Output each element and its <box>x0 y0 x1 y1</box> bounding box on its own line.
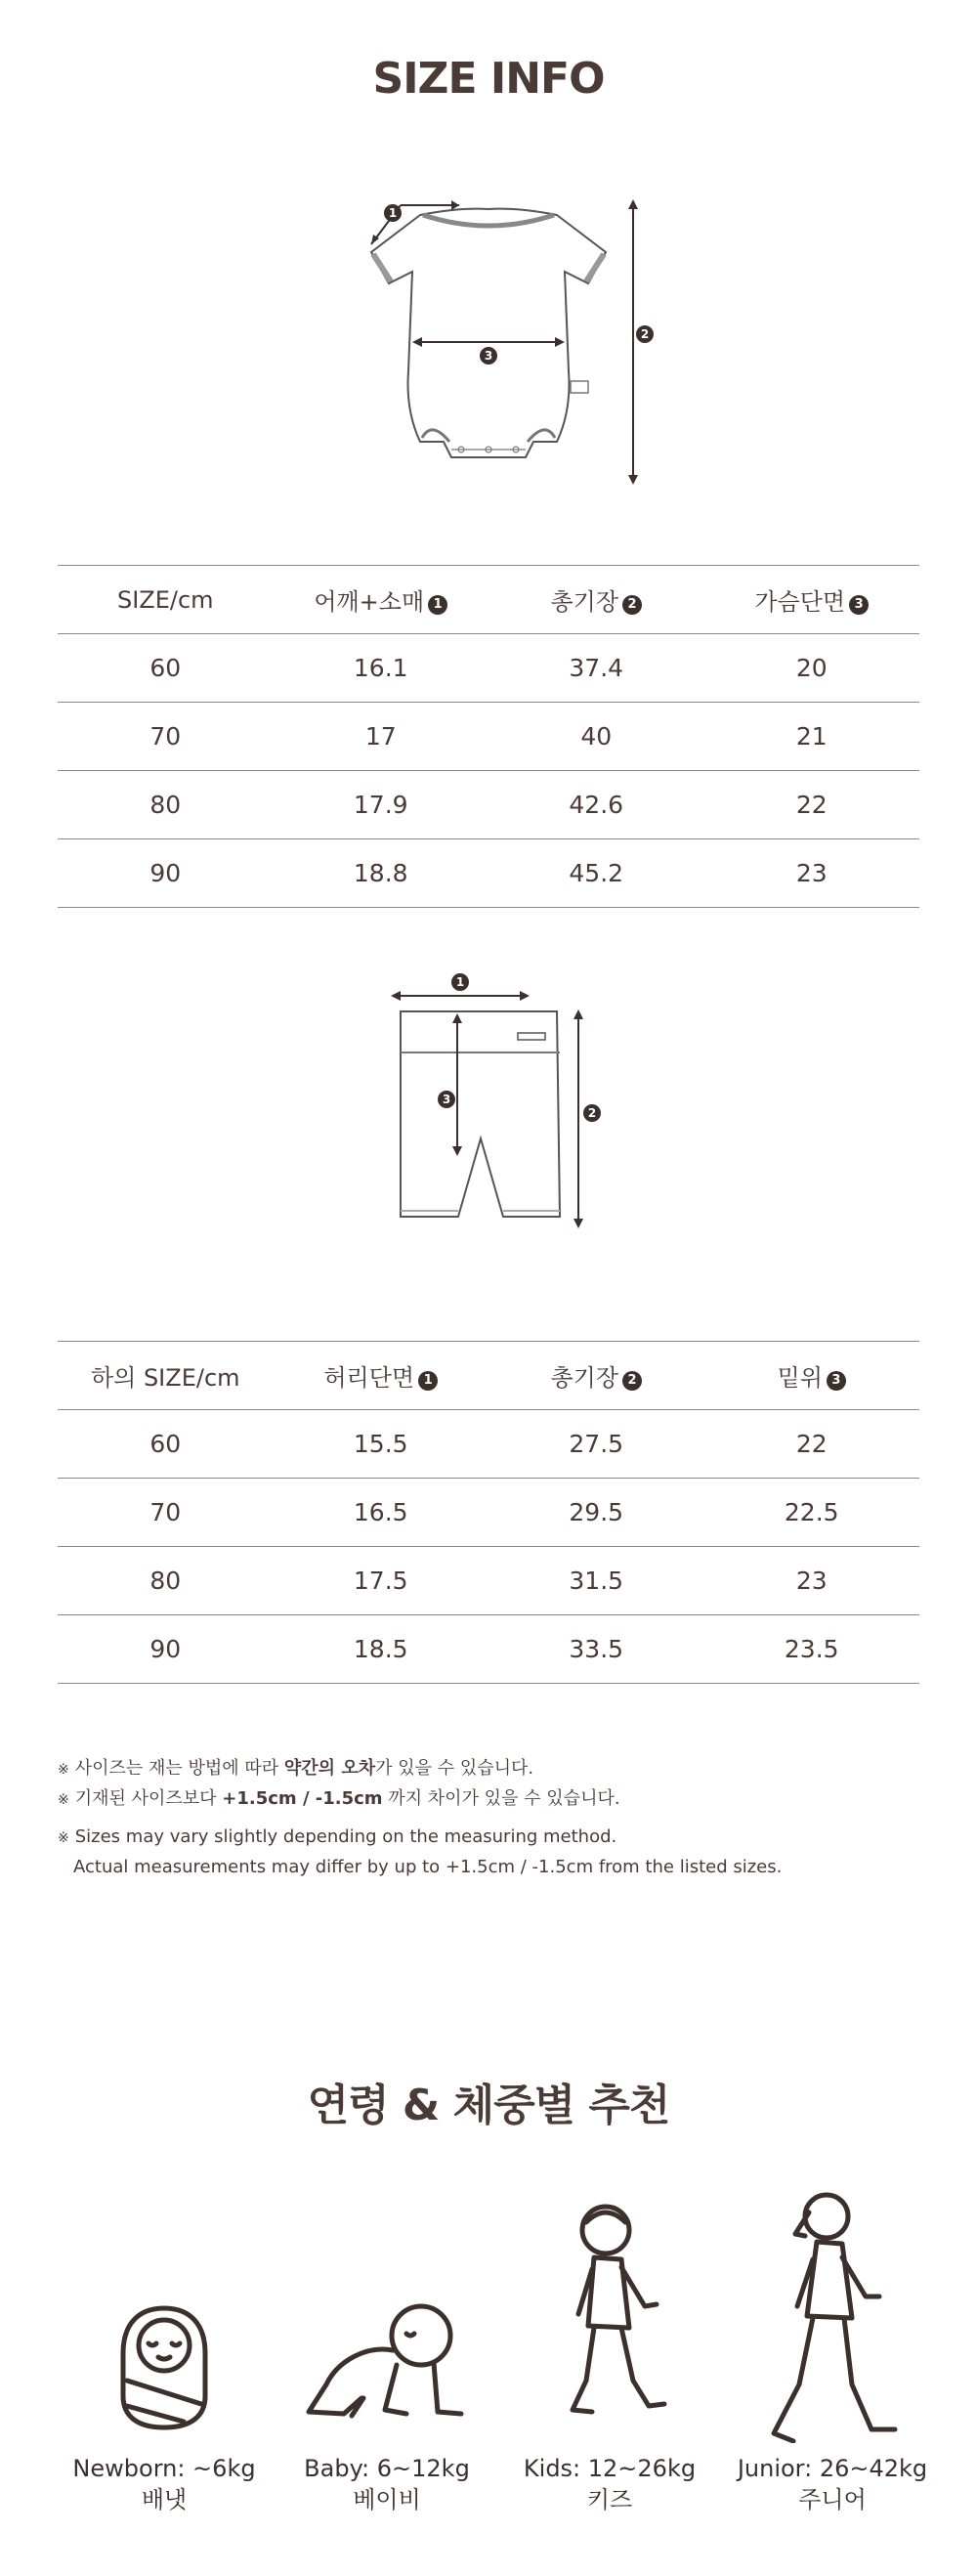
crawling-baby-icon <box>270 2189 504 2443</box>
table-header-row <box>58 566 919 634</box>
col-shoulder-sleeve: 어깨+소매 1 <box>274 566 489 634</box>
age-recommendations <box>0 2189 977 2576</box>
table-header-row <box>58 1342 919 1410</box>
col-chest: 가슴단면 3 <box>704 566 920 634</box>
note-kr-2: ※ 기재된 사이즈보다 +1.5cm / -1.5cm 까지 차이가 있을 수 있습니다. <box>58 1788 620 1809</box>
age-label-newborn: Newborn: ~6kg 배냇 <box>72 2455 256 2513</box>
age-item-baby <box>270 2189 504 2443</box>
note-en-2: Actual measurements may differ by up to +1.5cm / -1.5cm from the listed sizes. <box>73 1857 783 1877</box>
walking-kid-icon <box>492 2189 727 2443</box>
bodysuit-diagram <box>0 186 977 498</box>
size-info-title: SIZE INFO <box>372 54 605 104</box>
top-size-table <box>58 565 919 908</box>
table-row: 90 18.5 33.5 23.5 <box>58 1615 919 1684</box>
note-kr-1: ※ 사이즈는 재는 방법에 따라 약간의 오차가 있을 수 있습니다. <box>58 1758 534 1779</box>
table-row: 80 17.5 31.5 23 <box>58 1547 919 1615</box>
age-item-newborn <box>47 2189 281 2443</box>
col-bottom-size: 하의 SIZE/cm <box>58 1342 274 1410</box>
table-row: 60 16.1 37.4 20 <box>58 634 919 703</box>
table-row: 90 18.8 45.2 23 <box>58 839 919 908</box>
bodysuit-illustration <box>313 186 664 498</box>
col-rise: 밑위 3 <box>704 1342 920 1410</box>
note-en-1: ※ Sizes may vary slightly depending on the measuring method. <box>58 1826 617 1847</box>
age-label-kids: Kids: 12~26kg 키즈 <box>523 2455 697 2513</box>
col-size: SIZE/cm <box>58 566 274 634</box>
pants-diagram-label-3: 3 <box>442 1093 451 1106</box>
pants-diagram-label-1: 1 <box>455 975 465 989</box>
size-notes <box>58 1754 919 1882</box>
pants-diagram-label-2: 2 <box>587 1106 597 1120</box>
age-label-baby: Baby: 6~12kg 베이비 <box>304 2455 470 2513</box>
table-row: 80 17.9 42.6 22 <box>58 771 919 839</box>
top-diagram-label-1: 1 <box>388 206 398 220</box>
col-waist: 허리단면 1 <box>274 1342 489 1410</box>
table-row: 60 15.5 27.5 22 <box>58 1410 919 1479</box>
table-row: 70 17 40 21 <box>58 703 919 771</box>
swaddled-baby-icon <box>47 2189 281 2443</box>
age-item-junior <box>715 2189 950 2443</box>
col-total-length: 총기장 2 <box>488 566 704 634</box>
pants-illustration <box>361 963 616 1236</box>
bottom-size-table <box>58 1341 919 1684</box>
top-diagram-label-3: 3 <box>484 349 493 363</box>
age-section-title: 연령 & 체중별 추천 <box>307 2081 670 2130</box>
age-label-junior: Junior: 26~42kg 주니어 <box>737 2455 928 2513</box>
top-diagram-label-2: 2 <box>640 327 650 341</box>
pants-diagram <box>0 963 977 1236</box>
walking-girl-icon <box>715 2189 950 2443</box>
table-row: 70 16.5 29.5 22.5 <box>58 1479 919 1547</box>
age-item-kids <box>492 2189 727 2443</box>
col-total-length: 총기장 2 <box>488 1342 704 1410</box>
